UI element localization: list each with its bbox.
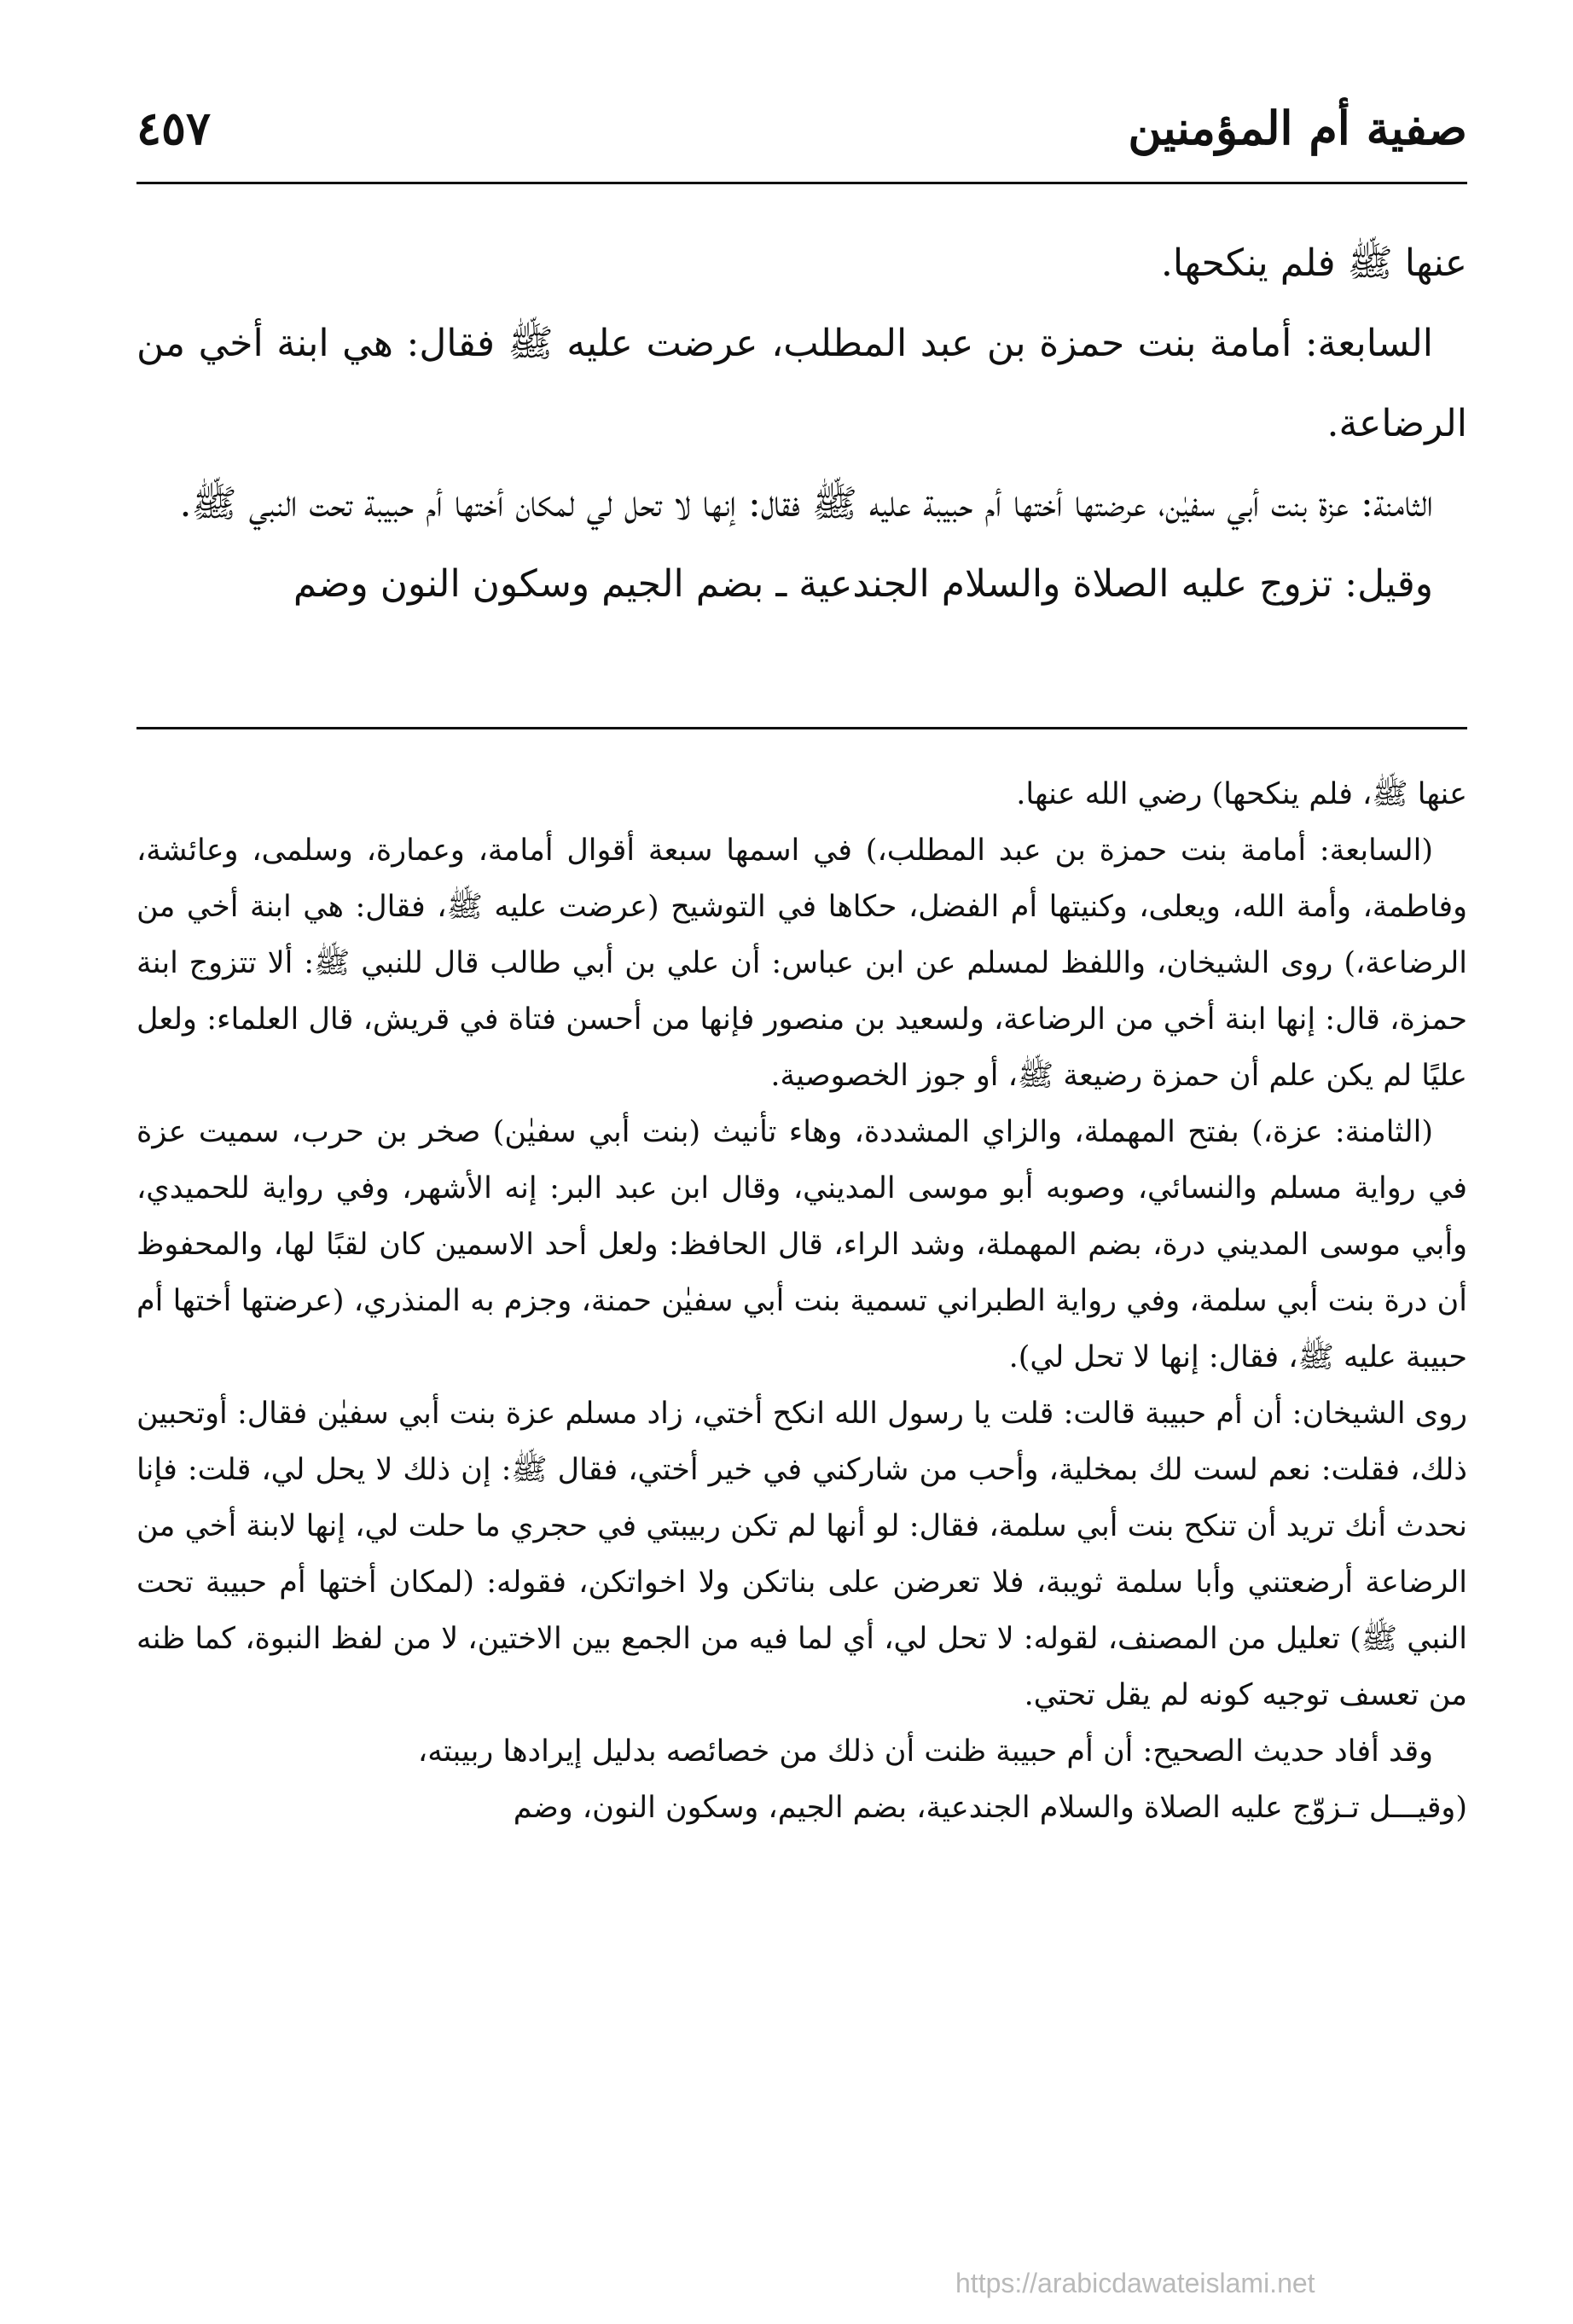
commentary-paragraph: (الثامنة: عزة،) بفتح المهملة، والزاي المشددة، وهاء تأنيث (بنت أبي سفيٰن) صخر بن حرب، سميت عزة في رواية مسلم والنسائي، وصوبه أبو موسى المديني، وقال ابن عبد البر: إنه الأشهر، وفي رواية للحميدي، وأبي موسى المديني درة، بضم المهملة، وشد الراء، قال الحافظ: ولعل أحد الاسمين كان لقبًا لها، والمحفوظ أن درة بنت أبي سلمة، وفي رواية الطبراني تسمية بنت أبي سفيٰن حمنة، وجزم به المنذري، (عرضتها أختها أم حبيبة عليه ﷺ، فقال: إنها لا تحل لي).: [136, 1115, 1467, 1374]
commentary-paragraph: روى الشيخان: أن أم حبيبة قالت: قلت يا رسول الله انكح أختي، زاد مسلم عزة بنت أبي سفيٰن فقال: أوتحبين ذلك، فقلت: نعم لست لك بمخلية، وأحب من شاركني في خير أختي، فقال ﷺ: إن ذلك لا يحل لي، قلت: فإنا نحدث أنك تريد أن تنكح بنت أبي سلمة، فقال: لو أنها لم تكن ربيبتي في حجري ما حلت لي، إنها لابنة أخي من الرضاعة أرضعتني وأبا سلمة ثويبة، فلا تعرضن على بناتكن ولا اخواتكن، فقوله: (لمكان أختها أم حبيبة تحت النبي ﷺ) تعليل من المصنف، لقوله: لا تحل لي، أي لما فيه من الجمع بين الاختين، لا من لفظ النبوة، كما ظنه من تعسف توجيه كونه لم يقل تحتي.: [136, 1397, 1467, 1712]
main-paragraph: عنها ﷺ فلم ينكحها.: [1160, 241, 1467, 285]
main-paragraph: وقيل: تزوج عليه الصلاة والسلام الجندعية ـ بضم الجيم وسكون النون وضم: [293, 562, 1433, 606]
main-paragraph: السابعة: أمامة بنت حمزة بن عبد المطلب، عرضت عليه ﷺ فقال: هي ابنة أخي من الرضاعة.: [136, 322, 1467, 445]
commentary-paragraph: (السابعة: أمامة بنت حمزة بن عبد المطلب،) في اسمها سبعة أقوال أمامة، وعمارة، وسلمى، وعائشة، وفاطمة، وأمة الله، ويعلى، وكنيتها أم الفضل، حكاها في التوشيح (عرضت عليه ﷺ، فقال: هي ابنة أخي من الرضاعة،) روى الشيخان، واللفظ لمسلم عن ابن عباس: أن علي بن أبي طالب قال للنبي ﷺ: ألا تتزوج ابنة حمزة، قال: إنها ابنة أخي من الرضاعة، ولسعيد بن منصور فإنها من أحسن فتاة في قريش، قال العلماء: ولعل عليًا لم يكن علم أن حمزة رضيعة ﷺ، أو جوز الخصوصية.: [136, 834, 1467, 1093]
commentary-paragraph: عنها ﷺ، فلم ينكحها) رضي الله عنها.: [1016, 777, 1467, 811]
commentary-block: [136, 766, 1467, 1836]
watermark-url: https://arabicdawateislami.net: [955, 2268, 1315, 2298]
main-text-block: [136, 224, 1467, 625]
commentary-paragraph: (وقيـــل تـزوّج عليه الصلاة والسلام الجندعية، بضم الجيم، وسكون النون، وضم: [513, 1791, 1467, 1825]
running-header-title: صفية أم المؤمنين: [1128, 101, 1467, 155]
commentary-paragraph: وقد أفاد حديث الصحيح: أن أم حبيبة ظنت أن ذلك من خصائصه بدليل إيرادها ربيبته،: [417, 1734, 1433, 1769]
book-page: [136, 0, 1467, 2324]
commentary-divider: [136, 727, 1467, 729]
main-paragraph: الثامنة: عزة بنت أبي سفيٰن، عرضتها أختها أم حبيبة عليه ﷺ فقال: إنها لا تحل لي لمكان أختها أم حبيبة تحت النبي ﷺ.: [179, 482, 1433, 526]
page-header: [136, 92, 1467, 169]
header-divider: [136, 182, 1467, 184]
page-number: ٤٥٧: [136, 101, 212, 155]
